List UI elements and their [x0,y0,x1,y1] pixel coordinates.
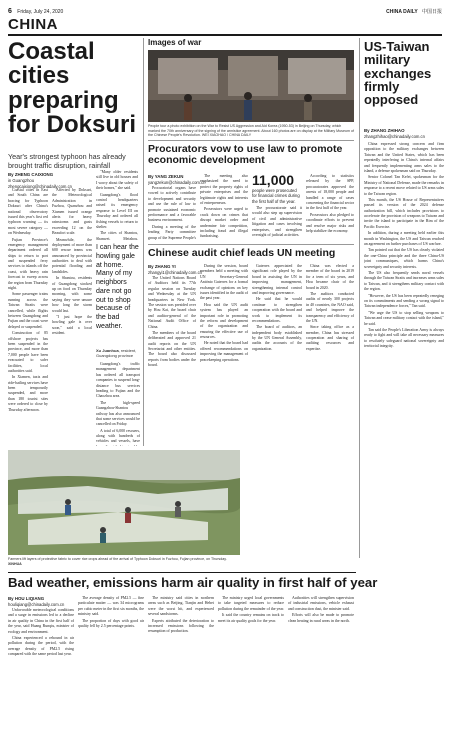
byline-email: zhengcaixiong@chinadaily.com.cn [8,183,72,189]
paragraph: Affected by Doksuri, the Meteorological Administration in Fuzhou, Quanzhou and Xiamen issued orange alerts for heavy rainstorms and gusts exceeding 12 on the Beaufort scale. [52,188,92,236]
us-taiwan-headline: US-Taiwan military exchanges firmly opposed [364,39,432,107]
lead-column-3 [96,170,138,240]
paragraph: Construction of 85 offshore projects has been suspended in the province, and more than 7,000 people have been evacuated to safer facilities, local authorities said. [8,331,48,373]
air-quality-column-4 [218,596,284,742]
lead-column-4 [96,362,140,446]
byline-name: By ZHANG ZHIHAO [364,128,405,133]
paragraph: The ministry urged local governments to take targeted measures to reduce pollution during the remainder of the year. [218,596,284,611]
paragraph: Prosecutors were urged to crack down on crimes that disrupt market order and undermine fair competition, including fraud and illegal fundraising. [200,207,248,239]
stat-value: 11,000 [252,172,295,188]
paragraph: China expressed strong concern and firm opposition to the military exchanges between Taiwan and the United States, which has been repeatedly interfering in China's internal affairs and frequently implementing arms sales to the island, a defense spokesman said on Thursday. [364,142,444,173]
paragraph: The meeting also emphasized the need to protect the property rights of private enterprises and the legitimate rights and interests of entrepreneurs. [200,174,248,205]
paragraph: The US also frequently sends naval vessels through the Taiwan Straits and increases arms sales to Taiwan, and it strengthens military contact with the region. [364,270,444,292]
byline-email: houliqiang@chinadaily.com.cn [8,601,65,607]
lead-column-1 [8,188,48,448]
war-exhibition-photo [148,50,354,122]
paragraph: He said that he would continue to strengthen cooperation with the board and work to implement its recommendations. [252,297,302,323]
images-of-war-heading: Images of war [148,38,202,47]
column-divider [359,38,360,558]
paragraph: Senior Colonel Tan Kefei, spokesman for the Ministry of National Defense, made the remarks in response to a recent move related to US arms sales to the Taiwan region. [364,175,444,196]
procurator-column-4 [306,174,354,240]
lead-byline [8,172,72,189]
paragraph: Unfavorable meteorological conditions and a surge in emissions led to a decline in air quality in China in the first half of the year, said Huang Runqiu, minister of ecology and environment. [8,608,74,634]
caption-text: Farmers lift layers of protective fabric to cover rice crops ahead of the arrival of Typhoon Doksuri in Fuzhou, Fujian province, on Thursday. [8,557,227,561]
paragraph: During a meeting of the leading Party committee group of the Supreme People's [148,224,196,240]
war-photo-caption [148,124,354,138]
byline-name: By ZHANG YI [148,264,176,269]
paragraph: China experienced a rebound in air pollution during the period, with the average density of PM2.5 rising compared with the same period last year. [8,635,74,657]
paragraph: In addition, during a meeting held earlier this month in Washington, the US and Taiwan reached an agreement on further purchases of US warfare. [364,231,444,247]
paragraph: China was elected a member of the board in 2019 for a term of six years, and Hou became chair of the board in 2020. [306,264,354,290]
paragraph: He noted that the board had offered recommendations on improving the management of peacekeeping operations. [200,341,248,362]
audit-headline: Chinese audit chief leads UN meeting [148,247,336,259]
paragraph: During the session, board members held a meeting with UN Secretary-General António Guterres for a formal exchange of opinions on key issues identified in the audit of the past year. [200,264,248,301]
paragraph: Meanwhile, the deployment of more than 600 rescue teams was announced by provincial authorities to deal with potential flooding and landslides. [52,237,92,274]
paragraph: Procuratorial organs have vowed to actively contribute to development and security and use the rule of law to promote sustained economic performance and a favorable business environment. [148,186,196,223]
page-number: 6 [8,7,12,15]
section-title: CHINA [8,16,58,33]
paragraph: The high-speed Guangzhou-Shantou railway has also announced that some services would be cancelled on Friday. [96,400,140,427]
byline-email: yangzekun@chinadaily.com.cn [148,179,206,185]
air-quality-column-2 [78,596,144,742]
paragraph: According to statistics released by the SPP, procuratorates approved the arrests of 18,000 people and handled a range of cases concerning the financial sector in the first half of the year. [306,174,354,211]
lead-deck: Year's strongest typhoon has already brought traffic disruption, rainfall [8,152,126,170]
paragraph: Since taking office as a member, China has stressed cooperation and sharing of auditing resources and expertise. [306,325,354,351]
quote-role: resident, Guangdong province [96,348,137,359]
lead-headline: Coastal cities preparing for Doksuri [8,38,137,139]
lead-column-2 [52,188,92,428]
paragraph: "I just hope the howling gale is over soon," said a local resident. [52,314,92,336]
paragraph: It said the country remains on track to meet its air quality goals for the year. [218,613,284,623]
paragraph: The ministry said cities in northern areas such as Beijing, Tianjin and Hebei were the worst hit, and experienced several sandstorms. [148,596,214,617]
paragraph: The auditors conducted audits of nearly 300 projects in 40 countries, the NAO said, and helped improve the transparency and efficiency of the UN. [306,291,354,323]
paragraph: Prosecutors also pledged to coordinate efforts to prevent and resolve major risks and help stabilize the economy. [306,212,354,233]
paragraph: Experts attributed the deterioration to increased emissions following the resumption of production. [148,618,214,634]
caption-credit: XINHUA [8,561,22,566]
pull-quote-attribution: Xu Juanhua, resident, Guangdong province [96,348,137,359]
paragraph: Hou said the UN audit system has played an important role in promoting the reform and development of the organization and ensuring the effective use of resources. [200,302,248,340]
page-date-block [8,8,63,15]
air-quality-column-1 [8,608,74,742]
paragraph: Some passenger trains running across the Taiwan Straits were cancelled, while flights between Guangdong and Fujian and the coast were delayed or suspended. [8,292,48,329]
paragraph: "However, the US has been repeatedly reneging on its commitments and sending a wrong signal to Taiwan independence forces," Tan said. [364,293,444,309]
byline-place: in Guangzhou [8,177,35,183]
air-quality-headline: Bad weather, emissions harm air quality in first half of year [8,575,378,590]
section-rule [8,34,442,36]
paragraph: A total of 6,000 rescuers, along with hundreds of vehicles and vessels, have [96,428,140,444]
paper-name-cn: 中国日报 [421,8,442,15]
byline-name: By ZHENG CAIXIONG [8,172,54,177]
paragraph: In Shantou, residents of Guangdong stocked up on food on Thursday morning, with some saying they were unsure how long the storm would last. [52,276,92,313]
paragraph: "We urge the US to stop selling weapons to Taiwan and cease military contact with the island," he said. [364,310,444,326]
typhoon-photo [8,450,240,555]
procurator-headline: Procurators vow to use law to promote economic development [148,143,343,166]
byline-name: By HOU LIQIANG [8,596,45,601]
paragraph: Guangdong's traffic management department has ordered all transport companies to suspend long-distance bus services heading to Fujian and the Chaozhou area. [96,362,140,399]
paragraph: Guterres appreciated the significant role played by the board in assisting the UN in improving management, strengthening internal control and improving governance. [252,264,302,295]
paragraph: "Many older residents still live in old houses and I worry about the safety of their homes," she said. [96,170,138,191]
paragraph: Guangdong's flood control headquarters raised its emergency response to Level III on Thursday and ordered all fishing vessels to return to shelter. [96,192,138,229]
page-header [8,6,442,16]
paragraph: In Xiamen, taxis and ride-hailing services have been temporarily suspended, and more than 180 tourist sites were ordered to close by Thursday afternoon. [8,375,48,412]
paragraph: The cities of Shantou, Shanwei, Meizhou, [96,231,138,240]
paper-name: CHINA DAILY [386,8,418,15]
air-quality-column-3 [148,596,214,742]
column-divider [143,38,144,446]
procurator-column-1 [148,186,196,240]
paper-name-block [386,8,442,15]
pull-quote: I can hear the howling gale at home. Many of my neighbors dare not go out to shop because of the bad weather. [96,244,139,330]
quote-name: Xu Juanhua [96,348,119,353]
air-quality-byline [8,596,76,608]
audit-byline [148,264,202,276]
page-date: Friday, July 24, 2020 [17,8,64,15]
paragraph: The board of auditors, an independent body established by the UN General Assembly, audits the accounts of the organization. [252,325,302,351]
procurator-column-2 [200,174,248,240]
paragraph: The members of the board deliberated and approved 21 audit reports on the UN Secretariat and other entities. The board also discussed reports from bodies under the board. [148,330,196,368]
air-quality-column-5 [288,596,354,742]
byline-email: zhangyi1@chinadaily.com.cn [148,269,202,275]
byline-name: By YANG ZEKUN [148,174,184,179]
audit-column-1 [148,276,196,446]
paragraph: The average density of PM2.5 — fine particulate matter — was 34 micrograms per cubic meter in the first six months, the ministry said. [78,596,144,617]
section-divider [8,572,356,573]
caption-text: People tour a photo exhibition on the War to Resist US Aggression and Aid Korea (1950-53) in Beijing on Thursday, which marked the 70th anniversary of the signing of the armistice agreement. About 160 photos are on display at the Military Museum of the Chinese People's Revolution. [148,124,354,138]
section-divider [148,140,354,141]
byline-email: zhangzhihao@chinadaily.com.cn [364,133,425,139]
paragraph: The proportion of days with good air quality fell by 2.5 percentage points. [78,618,144,628]
audit-column-4 [306,264,354,446]
paragraph: Tan pointed out that the US has clearly violated the one-China principle and the three China-US joint communiques, which harms China's sovereignty and security interests. [364,248,444,269]
paragraph: Coastal cities in East and South China are bracing for Typhoon Doksuri after China's national observatory issued this year's first red typhoon warning — its most severe category — on Wednesday. [8,188,48,236]
paragraph: The United Nations Board of Auditors held its 77th regular session on Tuesday and Wednesday at the UN headquarters in New York. The session was presided over by Hou Kai, the board chair and auditor-general of the National Audit Office of China. [148,276,196,329]
typhoon-photo-caption [8,557,240,566]
audit-column-3 [252,264,302,446]
caption-credit: WEI XIAOHAO / CHINA DAILY [201,133,252,138]
section-divider [148,244,354,245]
paragraph: Authorities will strengthen supervision of industrial emissions, vehicle exhaust and construction dust, the minister said. [288,596,354,611]
audit-column-2 [200,264,248,446]
us-taiwan-column [364,142,444,742]
paragraph: Fujian Province's emergency management department ordered all ships to return to port and suspended ferry services to islands off the coast, with heavy rain forecast to sweep across the region from Thursday night. [8,237,48,291]
procurator-column-3 [252,206,302,240]
procurator-byline [148,174,206,186]
paragraph: Tan said the People's Liberation Army is always ready to fight and will take all necessary measures to resolutely safeguard national sovereignty and territorial integrity. [364,327,444,349]
paragraph: Efforts will also be made to promote clean heating in rural areas in the north. [288,613,354,623]
stat-description: people were prosecuted for financial crimes during the first half of the year. [252,188,300,204]
paragraph: The procuratorate said it would also step up supervision of civil and administrative litigation and cases involving enterprises, and strengthen oversight of judicial activities. [252,206,302,237]
us-taiwan-byline [364,128,444,140]
paragraph: This month, the US House of Representatives passed its version of the 2024 defense authorization bill, which includes provisions to accelerate the provision of weapons to Taiwan and invite the island to participate in the Rim of the Pacific Exercise. [364,197,444,229]
